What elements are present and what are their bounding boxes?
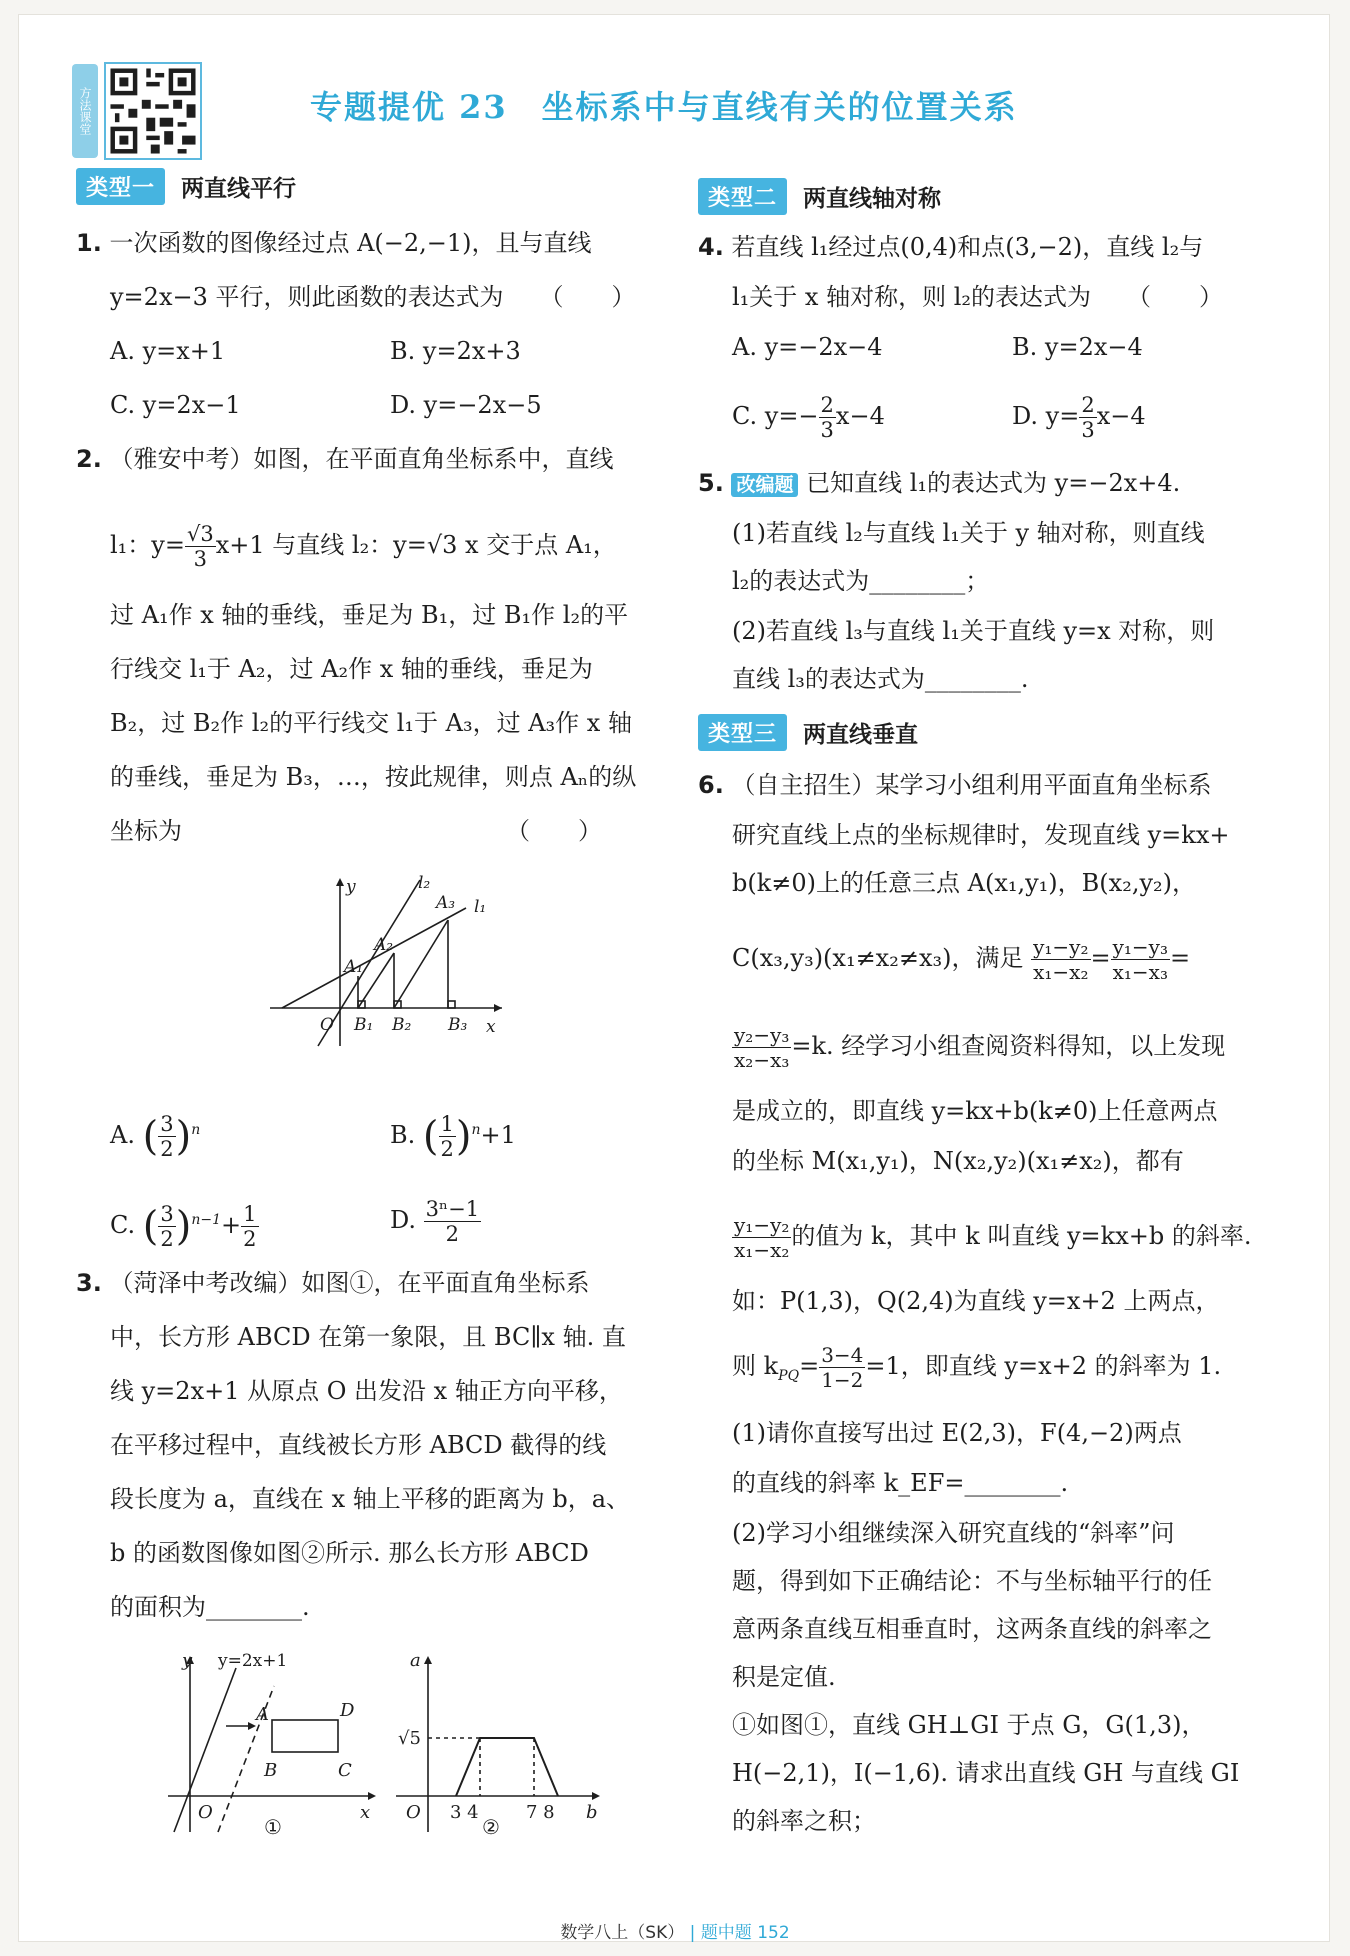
fig1-caption: ① — [264, 1815, 282, 1836]
q6-line-16: 积是定值. — [732, 1663, 836, 1691]
q4-option-c[interactable]: C. y=− $\frac{2}{3}$ x−4 — [732, 393, 885, 442]
fig2-tick-78: 7 8 — [526, 1802, 555, 1823]
q5-line-5: 直线 l₃的表达式为________. — [732, 665, 1029, 693]
fig-l1: l₁ — [474, 897, 487, 917]
q3-line-4: 在平移过程中，直线被长方形 ABCD 截得的线 — [110, 1431, 607, 1459]
q1-option-d[interactable]: D. y=−2x−5 — [390, 391, 542, 419]
fig2-tick-34: 3 4 — [450, 1802, 479, 1823]
fig1-c: C — [338, 1760, 352, 1781]
section-tag: 类型一 — [76, 168, 165, 205]
q6-line-3: b(k≠0)上的任意三点 A(x₁,y₁)，B(x₂,y₂)， — [732, 869, 1196, 897]
q6-line-5: $\frac{\text{y₂−y₃}}{\text{x₂−x₃}}$ =k. 经学习小组查阅资料得知，以上发现 — [734, 1023, 1226, 1072]
q1-option-c[interactable]: C. y=2x−1 — [110, 391, 241, 419]
q1-line-1: 1. 一次函数的图像经过点 A(−2,−1)，且与直线 — [76, 229, 592, 257]
qr-label: 方法课堂 — [72, 64, 98, 158]
fig-b1: B₁ — [354, 1015, 374, 1035]
fig2-a: a — [410, 1650, 421, 1671]
fig1-x: x — [360, 1802, 371, 1823]
q2-line-7: 坐标为 （ ） — [110, 817, 602, 845]
q6-line-6: 是成立的，即直线 y=kx+b(k≠0)上任意两点 — [732, 1097, 1218, 1125]
fig2-caption: ② — [482, 1815, 500, 1836]
q1-option-a[interactable]: A. y=x+1 — [110, 337, 226, 365]
section-title: 两直线垂直 — [803, 722, 919, 748]
q3-line-5: 段长度为 a，直线在 x 轴上平移的距离为 b，a、 — [110, 1485, 631, 1513]
q3-line-6: b 的函数图像如图②所示. 那么长方形 ABCD — [110, 1539, 589, 1567]
footer-book: 数学八上（SK） — [560, 1923, 685, 1943]
q2-line-3: 过 A₁作 x 轴的垂线，垂足为 B₁，过 B₁作 l₂的平 — [110, 601, 629, 629]
q3-line-7: 的面积为________. — [110, 1593, 310, 1621]
q3-line-1: 3. （菏泽中考改编）如图①，在平面直角坐标系 — [76, 1269, 590, 1297]
q5-tag: 改编题 — [731, 473, 798, 497]
section-type-3 — [698, 714, 918, 751]
q4-option-a[interactable]: A. y=−2x−4 — [732, 333, 883, 361]
q3-line-3: 线 y=2x+1 从原点 O 出发沿 x 轴正方向平移， — [110, 1377, 623, 1405]
q4-line-1: 4. 若直线 l₁经过点(0,4)和点(3,−2)，直线 l₂与 — [698, 233, 1204, 261]
fig2-b: b — [586, 1802, 598, 1823]
qr-block[interactable] — [72, 62, 212, 160]
q2-option-b[interactable]: B. ( $\frac{1}{2}$ )$^n$+1 — [390, 1112, 516, 1161]
fig2-o: O — [406, 1802, 421, 1823]
q3-figure-2 — [392, 1646, 612, 1836]
fig-a3: A₃ — [436, 893, 456, 913]
q1-option-b[interactable]: B. y=2x+3 — [390, 337, 521, 365]
q2-option-d[interactable]: D. $\frac{\text{3ⁿ−1}}{2}$ — [390, 1197, 480, 1246]
fig-b2: B₂ — [392, 1015, 412, 1035]
q5-line-2: (1)若直线 l₂与直线 l₁关于 y 轴对称，则直线 — [732, 519, 1205, 547]
q2-line-2: l₁：y= $\frac{√3}{3}$ x+1 与直线 l₂：y=√3 x 交于点 A₁， — [110, 522, 617, 571]
q6-line-11: (1)请你直接写出过 E(2,3)，F(4,−2)两点 — [732, 1419, 1182, 1447]
q6-line-7: 的坐标 M(x₁,y₁)，N(x₂,y₂)(x₁≠x₂)，都有 — [732, 1147, 1184, 1175]
q6-line-9: 如：P(1,3)，Q(2,4)为直线 y=x+2 上两点， — [732, 1287, 1220, 1315]
q6-line-14: 题，得到如下正确结论：不与坐标轴平行的任 — [732, 1567, 1212, 1595]
q6-line-2: 研究直线上点的坐标规律时，发现直线 y=kx+ — [732, 821, 1230, 849]
footer-sep: | — [689, 1923, 696, 1943]
section-tag: 类型二 — [698, 178, 787, 215]
qr-code-icon[interactable] — [104, 62, 202, 160]
fig-x-label: x — [486, 1017, 496, 1037]
q4-line-2: l₁关于 x 轴对称，则 l₂的表达式为 （ ） — [732, 283, 1224, 311]
fig-l2: l₂ — [418, 873, 431, 893]
q2-option-c[interactable]: C. ( $\frac{3}{2}$ )$^{n-1}$+ $\frac{1}{2}$ — [110, 1202, 257, 1251]
q6-line-12: 的直线的斜率 k_EF=________. — [732, 1469, 1069, 1497]
fig1-a: A — [256, 1704, 269, 1725]
fig1-b: B — [264, 1760, 278, 1781]
q6-line-8: $\frac{\text{y₁−y₂}}{\text{x₁−x₂}}$ 的值为 k，其中 k 叫直线 y=kx+b 的斜率. — [734, 1213, 1252, 1262]
q4-option-d[interactable]: D. y= $\frac{2}{3}$ x−4 — [1012, 393, 1146, 442]
q3-figure-1 — [164, 1646, 384, 1836]
q6-line-18: H(−2,1)，I(−1,6). 请求出直线 GH 与直线 GI — [732, 1759, 1240, 1787]
section-tag: 类型三 — [698, 714, 787, 751]
fig-a1: A₁ — [344, 957, 364, 977]
q3-line-2: 中，长方形 ABCD 在第一象限，且 BC∥x 轴. 直 — [110, 1323, 626, 1351]
section-type-2 — [698, 178, 941, 215]
fig1-y: y — [182, 1650, 193, 1671]
section-type-1 — [76, 168, 296, 205]
q5-line-4: (2)若直线 l₃与直线 l₁关于直线 y=x 对称，则 — [732, 617, 1215, 645]
q4-option-b[interactable]: B. y=2x−4 — [1012, 333, 1143, 361]
fig-a2: A₂ — [374, 935, 394, 955]
q2-line-5: B₂，过 B₂作 l₂的平行线交 l₁于 A₃，过 A₃作 x 轴 — [110, 709, 632, 737]
fig1-eq: y=2x+1 — [218, 1651, 288, 1671]
q6-line-4: C(x₃,y₃)(x₁≠x₂≠x₃)，满足 $\frac{\text{y₁−y₂}}{\text{x₁−x₂}}$ = $\frac{\text{y₁−y₃}}{\text{x₁−x₃}}$ = — [732, 935, 1191, 984]
q1-line-2: y=2x−3 平行，则此函数的表达式为 （ ） — [110, 283, 636, 311]
fig-b3: B₃ — [448, 1015, 468, 1035]
fig1-o: O — [198, 1802, 213, 1823]
q6-line-1: 6. （自主招生）某学习小组利用平面直角坐标系 — [698, 771, 1212, 799]
footer-page: 题中题 152 — [700, 1923, 790, 1943]
q2-line-4: 行线交 l₁于 A₂，过 A₂作 x 轴的垂线，垂足为 — [110, 655, 593, 683]
q6-line-15: 意两条直线互相垂直时，这两条直线的斜率之 — [732, 1615, 1212, 1643]
fig1-d: D — [340, 1700, 355, 1721]
fig-origin: O — [320, 1015, 334, 1035]
section-title: 两直线轴对称 — [803, 186, 942, 212]
q2-line-6: 的垂线，垂足为 B₃，…，按此规律，则点 Aₙ的纵 — [110, 763, 637, 791]
q6-line-19: 的斜率之积； — [732, 1807, 876, 1835]
q5-line-3: l₂的表达式为________； — [732, 567, 990, 595]
page-footer — [0, 1918, 1350, 1943]
q2-figure — [270, 868, 510, 1048]
fig2-sqrt5: √5 — [398, 1728, 421, 1749]
q5-line-1: 5. 改编题 已知直线 l₁的表达式为 y=−2x+4. — [698, 469, 1181, 497]
q6-line-17: ①如图①，直线 GH⊥GI 于点 G，G(1,3)， — [732, 1711, 1206, 1739]
q2-line-1: 2. （雅安中考）如图，在平面直角坐标系中，直线 — [76, 445, 614, 473]
section-title: 两直线平行 — [181, 176, 297, 202]
page-title: 专题提优 23 坐标系中与直线有关的位置关系 — [310, 88, 1018, 126]
fig-y-label: y — [346, 877, 356, 897]
q2-option-a[interactable]: A. ( $\frac{3}{2}$ )$^n$ — [110, 1112, 201, 1161]
q6-line-13: (2)学习小组继续深入研究直线的“斜率”问 — [732, 1519, 1175, 1547]
q6-line-10: 则 $k_{PQ}=$ $\frac{3-4}{1-2}$ =1，即直线 y=x+2 的斜率为 1. — [732, 1343, 1222, 1392]
